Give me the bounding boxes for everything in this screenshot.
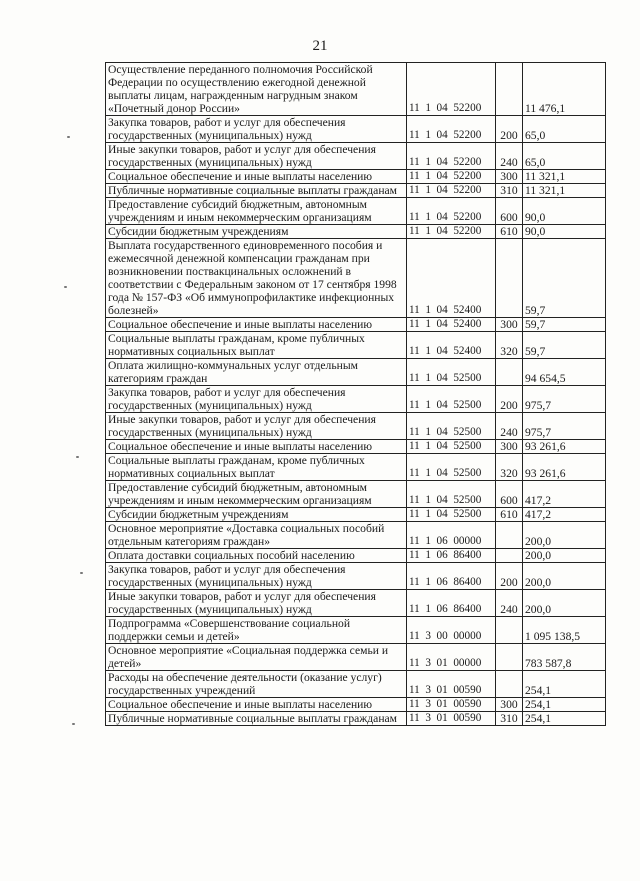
table-row: [106, 143, 606, 170]
row-name-cell: Публичные нормативные социальные выплаты гражданам: [106, 712, 407, 726]
row-name-cell: Основное мероприятие «Доставка социальных пособий отдельным категориям граждан»: [106, 522, 407, 549]
row-amount-cell: 254,1: [523, 698, 606, 712]
row-expense-type-cell: [496, 644, 523, 671]
row-expense-type-cell: 610: [496, 508, 523, 522]
table-row: [106, 225, 606, 239]
row-code-cell: 11 1 04 52500: [407, 386, 496, 413]
budget-table: [105, 62, 606, 726]
table-row: [106, 413, 606, 440]
row-code-cell: 11 1 06 86400: [407, 549, 496, 563]
row-name-cell: Выплата государственного единовременного пособия и ежемесячной денежной компенсации гражданам при возникновении поствакцинальных осложнений в соответствии с Федеральным законом от 17 сентября 1998 года № 157-ФЗ «Об иммунопрофилактике инфекционных болезней»: [106, 239, 407, 318]
row-name-cell: Основное мероприятие «Социальная поддержка семьи и детей»: [106, 644, 407, 671]
row-amount-cell: 93 261,6: [523, 454, 606, 481]
row-name-cell: Публичные нормативные социальные выплаты гражданам: [106, 184, 407, 198]
table-row: [106, 454, 606, 481]
row-code-cell: 11 1 06 86400: [407, 563, 496, 590]
row-name-cell: Иные закупки товаров, работ и услуг для обеспечения государственных (муниципальных) нужд: [106, 413, 407, 440]
row-amount-cell: 417,2: [523, 508, 606, 522]
table-row: [106, 549, 606, 563]
row-code-cell: 11 1 04 52500: [407, 413, 496, 440]
row-name-cell: Социальные выплаты гражданам, кроме публичных нормативных социальных выплат: [106, 332, 407, 359]
table-row: [106, 63, 606, 116]
row-name-cell: Социальное обеспечение и иные выплаты населению: [106, 318, 407, 332]
row-expense-type-cell: [496, 549, 523, 563]
table-row: [106, 617, 606, 644]
row-code-cell: 11 1 04 52500: [407, 440, 496, 454]
row-amount-cell: 59,7: [523, 318, 606, 332]
row-code-cell: 11 1 04 52400: [407, 332, 496, 359]
row-name-cell: Предоставление субсидий бюджетным, автономным учреждениям и иным некоммерческим организациям: [106, 481, 407, 508]
row-expense-type-cell: 300: [496, 318, 523, 332]
row-amount-cell: 11 476,1: [523, 63, 606, 116]
row-expense-type-cell: 310: [496, 712, 523, 726]
row-code-cell: 11 1 06 86400: [407, 590, 496, 617]
row-expense-type-cell: 600: [496, 481, 523, 508]
row-amount-cell: 975,7: [523, 413, 606, 440]
row-amount-cell: 783 587,8: [523, 644, 606, 671]
row-expense-type-cell: 240: [496, 413, 523, 440]
row-code-cell: 11 1 04 52200: [407, 63, 496, 116]
row-name-cell: Субсидии бюджетным учреждениям: [106, 225, 407, 239]
table-row: [106, 481, 606, 508]
table-row: [106, 184, 606, 198]
row-expense-type-cell: 320: [496, 454, 523, 481]
row-amount-cell: 200,0: [523, 563, 606, 590]
row-name-cell: Закупка товаров, работ и услуг для обеспечения государственных (муниципальных) нужд: [106, 116, 407, 143]
table-row: [106, 563, 606, 590]
table-row: [106, 116, 606, 143]
row-name-cell: Иные закупки товаров, работ и услуг для обеспечения государственных (муниципальных) нужд: [106, 143, 407, 170]
row-expense-type-cell: 200: [496, 386, 523, 413]
row-expense-type-cell: 320: [496, 332, 523, 359]
row-amount-cell: 90,0: [523, 225, 606, 239]
row-code-cell: 11 3 00 00000: [407, 617, 496, 644]
row-amount-cell: 65,0: [523, 116, 606, 143]
table-row: [106, 359, 606, 386]
row-expense-type-cell: [496, 671, 523, 698]
row-amount-cell: 200,0: [523, 549, 606, 563]
row-code-cell: 11 3 01 00590: [407, 712, 496, 726]
row-name-cell: Социальное обеспечение и иные выплаты населению: [106, 170, 407, 184]
row-expense-type-cell: [496, 522, 523, 549]
row-code-cell: 11 1 04 52200: [407, 116, 496, 143]
row-amount-cell: 94 654,5: [523, 359, 606, 386]
margin-mark: [76, 456, 79, 458]
row-amount-cell: 90,0: [523, 198, 606, 225]
row-name-cell: Предоставление субсидий бюджетным, автономным учреждениям и иным некоммерческим организациям: [106, 198, 407, 225]
row-expense-type-cell: [496, 359, 523, 386]
row-amount-cell: 11 321,1: [523, 170, 606, 184]
row-code-cell: 11 1 04 52500: [407, 359, 496, 386]
row-expense-type-cell: 300: [496, 170, 523, 184]
row-name-cell: Подпрограмма «Совершенствование социальной поддержки семьи и детей»: [106, 617, 407, 644]
row-amount-cell: 59,7: [523, 239, 606, 318]
table-row: [106, 332, 606, 359]
table-row: [106, 590, 606, 617]
row-code-cell: 11 1 04 52400: [407, 239, 496, 318]
row-amount-cell: 254,1: [523, 712, 606, 726]
row-code-cell: 11 1 04 52200: [407, 184, 496, 198]
row-name-cell: Социальное обеспечение и иные выплаты населению: [106, 440, 407, 454]
table-row: [106, 712, 606, 726]
row-code-cell: 11 3 01 00000: [407, 644, 496, 671]
row-code-cell: 11 3 01 00590: [407, 671, 496, 698]
row-expense-type-cell: 200: [496, 116, 523, 143]
row-amount-cell: 975,7: [523, 386, 606, 413]
table-row: [106, 440, 606, 454]
row-amount-cell: 65,0: [523, 143, 606, 170]
table-row: [106, 671, 606, 698]
row-expense-type-cell: 600: [496, 198, 523, 225]
row-expense-type-cell: [496, 617, 523, 644]
margin-mark: [80, 572, 83, 574]
row-expense-type-cell: 610: [496, 225, 523, 239]
row-code-cell: 11 1 04 52200: [407, 143, 496, 170]
row-amount-cell: 93 261,6: [523, 440, 606, 454]
table-row: [106, 508, 606, 522]
row-code-cell: 11 3 01 00590: [407, 698, 496, 712]
margin-mark: [64, 286, 67, 288]
row-name-cell: Осуществление переданного полномочия Российской Федерации по осуществлению ежегодной денежной выплаты лицам, награжденным нагрудным знаком «Почетный донор России»: [106, 63, 407, 116]
row-name-cell: Закупка товаров, работ и услуг для обеспечения государственных (муниципальных) нужд: [106, 563, 407, 590]
row-name-cell: Расходы на обеспечение деятельности (оказание услуг) государственных учреждений: [106, 671, 407, 698]
row-name-cell: Социальные выплаты гражданам, кроме публичных нормативных социальных выплат: [106, 454, 407, 481]
row-amount-cell: 1 095 138,5: [523, 617, 606, 644]
row-amount-cell: 200,0: [523, 590, 606, 617]
row-name-cell: Оплата доставки социальных пособий населению: [106, 549, 407, 563]
row-expense-type-cell: [496, 63, 523, 116]
row-amount-cell: 11 321,1: [523, 184, 606, 198]
row-expense-type-cell: 240: [496, 143, 523, 170]
table-row: [106, 386, 606, 413]
row-expense-type-cell: 310: [496, 184, 523, 198]
row-code-cell: 11 1 04 52400: [407, 318, 496, 332]
row-expense-type-cell: 240: [496, 590, 523, 617]
row-code-cell: 11 1 04 52200: [407, 170, 496, 184]
table-row: [106, 698, 606, 712]
table-row: [106, 318, 606, 332]
page-number: 21: [312, 38, 328, 54]
table-row: [106, 522, 606, 549]
table-row: [106, 239, 606, 318]
row-code-cell: 11 1 04 52200: [407, 225, 496, 239]
row-name-cell: Оплата жилищно-коммунальных услуг отдельным категориям граждан: [106, 359, 407, 386]
row-name-cell: Субсидии бюджетным учреждениям: [106, 508, 407, 522]
row-expense-type-cell: [496, 239, 523, 318]
row-name-cell: Социальное обеспечение и иные выплаты населению: [106, 698, 407, 712]
row-expense-type-cell: 200: [496, 563, 523, 590]
row-code-cell: 11 1 04 52500: [407, 454, 496, 481]
margin-mark: [67, 136, 70, 138]
table-row: [106, 644, 606, 671]
margin-mark: [72, 723, 75, 725]
row-expense-type-cell: 300: [496, 698, 523, 712]
row-code-cell: 11 1 04 52500: [407, 508, 496, 522]
table-row: [106, 198, 606, 225]
row-amount-cell: 59,7: [523, 332, 606, 359]
row-amount-cell: 200,0: [523, 522, 606, 549]
row-expense-type-cell: 300: [496, 440, 523, 454]
row-code-cell: 11 1 06 00000: [407, 522, 496, 549]
row-amount-cell: 254,1: [523, 671, 606, 698]
row-amount-cell: 417,2: [523, 481, 606, 508]
row-code-cell: 11 1 04 52500: [407, 481, 496, 508]
table-row: [106, 170, 606, 184]
row-name-cell: Иные закупки товаров, работ и услуг для обеспечения государственных (муниципальных) нужд: [106, 590, 407, 617]
row-name-cell: Закупка товаров, работ и услуг для обеспечения государственных (муниципальных) нужд: [106, 386, 407, 413]
row-code-cell: 11 1 04 52200: [407, 198, 496, 225]
